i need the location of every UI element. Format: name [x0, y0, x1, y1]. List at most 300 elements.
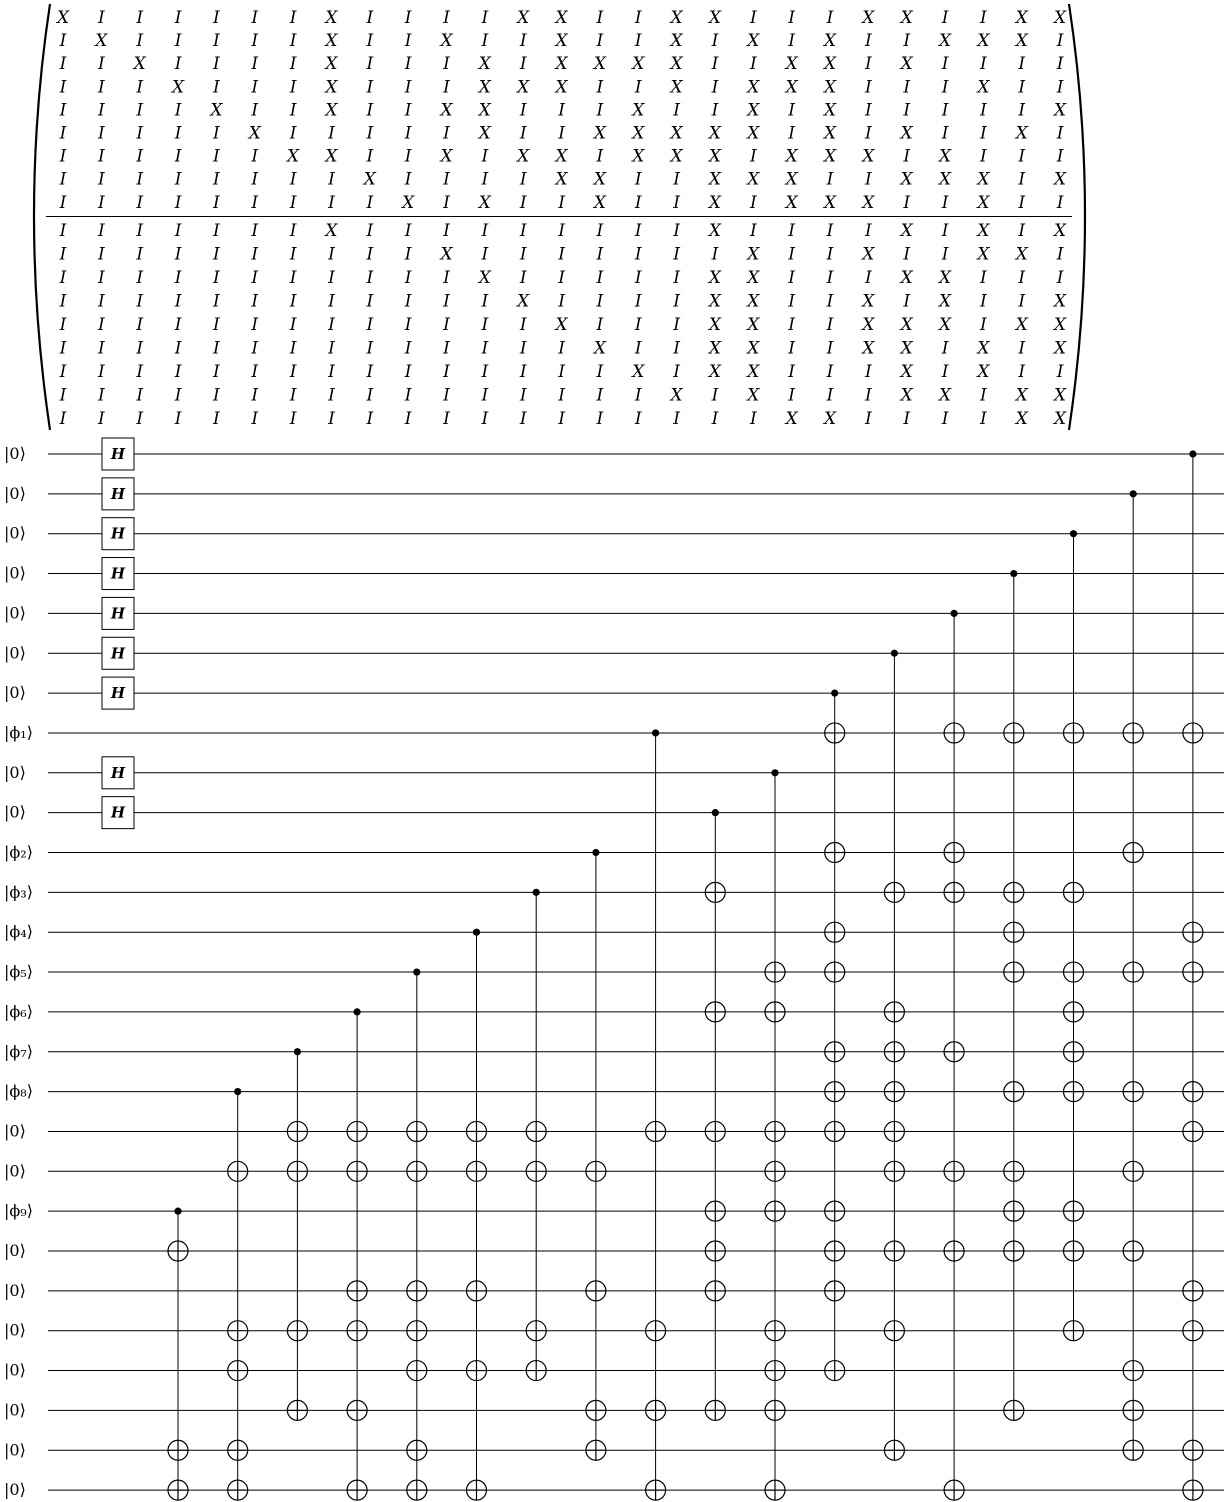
matrix-cell: I	[903, 409, 911, 429]
matrix-cell: X	[1015, 409, 1028, 429]
matrix-cell: I	[519, 192, 527, 213]
hadamard-gate	[102, 637, 134, 669]
target-oplus	[347, 1161, 367, 1181]
matrix-cell: I	[634, 169, 642, 190]
target-oplus	[228, 1440, 248, 1460]
matrix-cell: I	[136, 315, 144, 335]
matrix-cell: I	[481, 315, 489, 335]
matrix-cell: I	[59, 146, 67, 167]
matrix-cell: I	[1018, 268, 1026, 288]
matrix-cell: I	[941, 54, 949, 75]
matrix-cell: X	[248, 123, 261, 144]
matrix-cell: I	[903, 146, 911, 167]
matrix-cell: I	[251, 8, 259, 28]
hadamard-gate	[102, 677, 134, 709]
target-oplus	[765, 962, 785, 982]
qubit-label: |0⟩	[4, 762, 26, 782]
matrix-cell: I	[443, 77, 450, 98]
gate-label: H	[110, 445, 126, 463]
matrix-cell: I	[213, 315, 220, 335]
matrix-cell: X	[440, 100, 453, 121]
matrix-cell: I	[213, 221, 220, 241]
hadamard-gate	[102, 438, 134, 470]
matrix-cell: I	[404, 100, 412, 121]
matrix-cell: X	[900, 268, 913, 288]
qubit-label: |0⟩	[4, 1121, 26, 1141]
target-oplus	[825, 962, 845, 982]
control-dot	[771, 769, 778, 776]
matrix-cell: I	[251, 146, 259, 167]
target-oplus	[407, 1440, 427, 1460]
matrix-cell: X	[363, 169, 376, 190]
matrix-cell: I	[289, 362, 297, 382]
target-oplus	[1004, 922, 1024, 942]
matrix-cell: I	[443, 385, 450, 406]
matrix-cell: I	[59, 123, 67, 144]
matrix-cell: I	[366, 315, 374, 335]
matrix-cell: I	[980, 123, 987, 144]
matrix-cell: I	[213, 54, 220, 75]
matrix-cell: I	[673, 244, 680, 265]
matrix-cell: I	[174, 31, 182, 52]
matrix-cell: I	[404, 77, 412, 98]
cnot-column	[1064, 530, 1084, 1341]
matrix-cell: X	[478, 77, 491, 98]
qubit-label: |0⟩	[4, 1480, 26, 1500]
target-oplus	[944, 882, 964, 902]
matrix-cell: I	[519, 385, 527, 406]
target-oplus	[228, 1480, 248, 1500]
matrix-cell: I	[788, 268, 796, 288]
matrix-cell: I	[864, 77, 872, 98]
matrix-cell: X	[1015, 244, 1028, 265]
hadamard-gate	[102, 797, 134, 829]
matrix-cell: X	[670, 146, 683, 167]
target-oplus	[1064, 723, 1084, 743]
target-oplus	[1064, 1042, 1084, 1062]
target-oplus	[168, 1480, 188, 1500]
matrix-cell: I	[136, 8, 144, 28]
matrix-cell: X	[325, 8, 338, 28]
matrix-cell: X	[210, 100, 223, 121]
matrix-cell: I	[328, 169, 335, 190]
hadamard-gate	[102, 518, 134, 550]
matrix-cell: X	[593, 123, 606, 144]
matrix-cell: I	[328, 409, 335, 429]
matrix-cell: I	[903, 31, 911, 52]
matrix-cell: I	[519, 31, 527, 52]
matrix-cell: X	[632, 146, 645, 167]
matrix-cell: I	[136, 338, 144, 359]
matrix-cell: I	[596, 315, 604, 335]
matrix-cell: I	[864, 123, 872, 144]
matrix-cell: I	[864, 221, 872, 241]
matrix-cell: I	[443, 8, 450, 28]
matrix-cell: I	[213, 123, 220, 144]
control-dot	[473, 929, 480, 936]
control-dot	[712, 809, 719, 816]
target-oplus	[526, 1361, 546, 1381]
cnot-column	[884, 650, 904, 1461]
matrix-cell: I	[1018, 169, 1026, 190]
qubit-label: |ϕ₆⟩	[4, 1001, 33, 1021]
matrix-cell: X	[478, 54, 491, 75]
matrix-cell: I	[788, 338, 796, 359]
matrix-cell: X	[325, 77, 338, 98]
matrix-cell: I	[788, 31, 796, 52]
target-oplus	[1064, 962, 1084, 982]
matrix-cell: X	[747, 123, 760, 144]
matrix-cell: I	[788, 8, 796, 28]
matrix-cell: I	[59, 100, 67, 121]
matrix-cell: X	[747, 362, 760, 382]
target-oplus	[1004, 723, 1024, 743]
target-oplus	[705, 882, 725, 902]
matrix-cell: I	[673, 291, 680, 312]
matrix-cell: I	[980, 409, 987, 429]
matrix-cell: I	[136, 31, 144, 52]
matrix-cell: I	[673, 315, 680, 335]
matrix-cell: I	[289, 123, 297, 144]
matrix-cell: X	[593, 54, 606, 75]
qubit-label: |0⟩	[4, 802, 26, 822]
matrix-cell: I	[366, 77, 374, 98]
matrix-cell: X	[1054, 409, 1067, 429]
matrix-cell: I	[941, 362, 949, 382]
matrix-cell: I	[174, 268, 182, 288]
matrix-cell: I	[174, 362, 182, 382]
matrix-cell: I	[826, 244, 834, 265]
cnot-column	[646, 729, 666, 1500]
target-oplus	[1123, 1400, 1143, 1420]
matrix-cell: I	[404, 123, 412, 144]
matrix-cell: I	[941, 221, 949, 241]
matrix-cell: I	[289, 221, 297, 241]
matrix-cell: I	[174, 338, 182, 359]
qubit-label: |0⟩	[4, 1400, 26, 1420]
matrix-cell: I	[174, 123, 182, 144]
matrix-cell: X	[708, 315, 722, 335]
matrix-cell: I	[711, 409, 719, 429]
matrix-cell: X	[977, 77, 990, 98]
target-oplus	[646, 1321, 666, 1341]
qubit-label: |0⟩	[4, 483, 26, 503]
matrix-cell: I	[826, 8, 834, 28]
matrix-cell: X	[517, 146, 530, 167]
matrix-cell: I	[97, 100, 105, 121]
matrix-cell: I	[59, 268, 67, 288]
matrix-cell: X	[1054, 8, 1067, 28]
control-dot	[1010, 570, 1017, 577]
matrix-cell: I	[596, 385, 604, 406]
target-oplus	[765, 1002, 785, 1022]
matrix-cell: I	[481, 31, 489, 52]
matrix-cell: I	[251, 31, 259, 52]
matrix-cell: X	[325, 31, 338, 52]
target-oplus	[407, 1281, 427, 1301]
matrix-cell: I	[519, 362, 527, 382]
matrix-cell: I	[519, 54, 527, 75]
matrix-cell: X	[632, 100, 645, 121]
target-oplus	[646, 1480, 666, 1500]
matrix-cell: I	[673, 100, 680, 121]
matrix-cell: I	[328, 385, 335, 406]
matrix-cell: X	[747, 315, 760, 335]
cnot-column	[467, 929, 487, 1500]
matrix-cell: X	[287, 146, 300, 167]
matrix-cell: I	[519, 123, 527, 144]
target-oplus	[1064, 882, 1084, 902]
matrix-cell: X	[823, 100, 837, 121]
matrix-cell: I	[366, 8, 374, 28]
matrix-cell: I	[174, 8, 182, 28]
target-oplus	[1004, 962, 1024, 982]
matrix-cell: I	[213, 31, 220, 52]
matrix-cell: I	[980, 54, 987, 75]
matrix-cell: I	[213, 409, 220, 429]
matrix-cell: I	[404, 8, 412, 28]
matrix-cell: X	[862, 338, 875, 359]
matrix-cell: I	[596, 409, 604, 429]
matrix-cell: I	[97, 192, 105, 213]
matrix-cell: X	[708, 268, 722, 288]
target-oplus	[467, 1121, 487, 1141]
matrix-cell: I	[59, 54, 67, 75]
matrix-cell: X	[862, 315, 875, 335]
matrix-cell: I	[558, 268, 565, 288]
control-dot	[951, 610, 958, 617]
matrix-cell: X	[938, 146, 952, 167]
cnot-column	[168, 1208, 188, 1501]
matrix-cell: I	[174, 221, 182, 241]
control-dot	[891, 650, 898, 657]
target-oplus	[765, 1161, 785, 1181]
target-oplus	[287, 1121, 307, 1141]
matrix-cell: X	[1015, 385, 1028, 406]
matrix-cell: I	[596, 362, 604, 382]
matrix-cell: I	[174, 54, 182, 75]
matrix-cell: I	[596, 268, 604, 288]
matrix-cell: I	[59, 221, 67, 241]
hadamard-gate	[102, 558, 134, 590]
target-oplus	[586, 1440, 606, 1460]
matrix-cell: I	[251, 338, 259, 359]
matrix-cell: X	[900, 8, 913, 28]
target-oplus	[467, 1281, 487, 1301]
matrix-cell: I	[289, 54, 297, 75]
matrix-cell: I	[59, 338, 67, 359]
matrix-cell: I	[443, 123, 450, 144]
matrix-cell: I	[788, 221, 796, 241]
matrix-cell: I	[328, 268, 335, 288]
target-oplus	[884, 1002, 904, 1022]
matrix-cell: X	[555, 146, 568, 167]
matrix-cell: I	[519, 221, 527, 241]
matrix-cell: I	[864, 31, 872, 52]
matrix-cell: I	[443, 362, 450, 382]
matrix-cell: I	[749, 146, 757, 167]
matrix-cell: I	[864, 362, 872, 382]
matrix-cell: I	[366, 221, 374, 241]
cnot-column	[287, 1048, 307, 1420]
matrix-cell: I	[97, 8, 105, 28]
matrix-cell: X	[593, 169, 606, 190]
matrix-cell: X	[1015, 31, 1028, 52]
matrix-cell: I	[174, 409, 182, 429]
matrix-cell: I	[136, 244, 144, 265]
matrix-cell: I	[366, 385, 374, 406]
matrix-cell: I	[136, 123, 144, 144]
matrix-cell: I	[213, 192, 220, 213]
target-oplus	[168, 1440, 188, 1460]
matrix-cell: I	[213, 8, 220, 28]
target-oplus	[1183, 1480, 1203, 1500]
matrix-cell: I	[711, 54, 719, 75]
matrix-cell: I	[136, 409, 144, 429]
matrix-cell: X	[977, 192, 990, 213]
matrix-cell: I	[1056, 77, 1064, 98]
target-oplus	[944, 723, 964, 743]
matrix-cell: I	[404, 409, 412, 429]
target-oplus	[1004, 882, 1024, 902]
control-dot	[234, 1088, 241, 1095]
matrix-cell: I	[251, 54, 259, 75]
qubit-label: |0⟩	[4, 603, 26, 623]
matrix-cell: I	[213, 362, 220, 382]
matrix-cell: X	[900, 54, 913, 75]
matrix-cell: I	[634, 338, 642, 359]
matrix-cell: X	[325, 146, 338, 167]
target-oplus	[825, 1281, 845, 1301]
matrix-cell: X	[862, 291, 875, 312]
matrix-cell: I	[1056, 54, 1064, 75]
matrix-cell: I	[864, 385, 872, 406]
target-oplus	[884, 1440, 904, 1460]
matrix-cell: I	[289, 385, 297, 406]
matrix-cell: I	[1018, 77, 1026, 98]
matrix-cell: X	[670, 385, 683, 406]
matrix-cell: I	[59, 244, 67, 265]
control-dot	[354, 1008, 361, 1015]
matrix-cell: I	[289, 169, 297, 190]
matrix-cell: I	[443, 409, 450, 429]
matrix-cell: X	[1015, 123, 1028, 144]
matrix-cell: I	[980, 315, 987, 335]
matrix-cell: X	[938, 315, 952, 335]
matrix-cell: X	[708, 291, 722, 312]
matrix-cell: X	[670, 77, 683, 98]
matrix-cell: I	[826, 315, 834, 335]
matrix-cell: I	[634, 192, 642, 213]
matrix-cell: X	[402, 192, 415, 213]
matrix-cell: I	[97, 146, 105, 167]
target-oplus	[407, 1480, 427, 1500]
matrix-cell: I	[711, 77, 719, 98]
target-oplus	[1183, 1082, 1203, 1102]
qubit-label: |0⟩	[4, 1440, 26, 1460]
matrix-cell: I	[174, 244, 182, 265]
matrix-cell: I	[864, 268, 872, 288]
matrix-cell: I	[174, 192, 182, 213]
matrix-cell: X	[823, 54, 837, 75]
matrix-cell: I	[136, 268, 144, 288]
target-oplus	[526, 1321, 546, 1341]
qubit-label: |0⟩	[4, 1320, 26, 1340]
target-oplus	[825, 1201, 845, 1221]
qubit-label: |ϕ₁⟩	[4, 722, 33, 742]
matrix-cell: I	[941, 77, 949, 98]
matrix-cell: I	[711, 244, 719, 265]
matrix-cell: I	[97, 77, 105, 98]
gate-label: H	[110, 564, 126, 583]
target-oplus	[1123, 1241, 1143, 1261]
target-oplus	[825, 922, 845, 942]
target-oplus	[1123, 962, 1143, 982]
target-oplus	[1123, 1161, 1143, 1181]
hadamard-gate	[102, 478, 134, 510]
matrix-cell: I	[519, 268, 527, 288]
target-oplus	[347, 1121, 367, 1141]
matrix-cell: I	[404, 31, 412, 52]
matrix-cell: X	[670, 31, 683, 52]
matrix-cell: I	[519, 315, 527, 335]
matrix-cell: X	[555, 169, 568, 190]
matrix-cell: I	[328, 338, 335, 359]
matrix-cell: I	[864, 54, 872, 75]
matrix-cell: I	[366, 146, 374, 167]
control-dot	[1070, 530, 1077, 537]
matrix-cell: I	[903, 192, 911, 213]
matrix-cell: X	[977, 169, 990, 190]
qubit-label: |ϕ₉⟩	[4, 1201, 33, 1221]
matrix-cell: I	[1056, 146, 1064, 167]
matrix-cell: I	[251, 169, 259, 190]
qubit-label: |0⟩	[4, 643, 26, 663]
matrix-cell: X	[670, 54, 683, 75]
target-oplus	[705, 1241, 725, 1261]
target-oplus	[944, 1241, 964, 1261]
matrix-cell: X	[517, 291, 530, 312]
matrix-cell: I	[788, 123, 796, 144]
matrix-cell: I	[174, 291, 182, 312]
matrix-cell: X	[171, 77, 185, 98]
matrix-cell: I	[251, 315, 259, 335]
matrix-cell: X	[670, 8, 683, 28]
matrix-cell: X	[1054, 315, 1067, 335]
matrix-cell: X	[823, 146, 837, 167]
matrix-cell: I	[1056, 123, 1064, 144]
matrix-cell: X	[325, 54, 338, 75]
matrix-cell: I	[97, 291, 105, 312]
target-oplus	[705, 1400, 725, 1420]
matrix-cell: I	[749, 192, 757, 213]
matrix-cell: I	[59, 409, 67, 429]
matrix-cell: X	[977, 31, 990, 52]
matrix-cell: I	[558, 409, 565, 429]
matrix-cell: I	[59, 385, 67, 406]
matrix-cell: X	[747, 100, 760, 121]
matrix-cell: I	[558, 362, 565, 382]
matrix-cell: I	[213, 77, 220, 98]
matrix-cell: I	[673, 362, 680, 382]
matrix-cell: I	[404, 291, 412, 312]
matrix-cell: I	[366, 54, 374, 75]
matrix-cell: I	[596, 8, 604, 28]
matrix-cell: X	[823, 409, 837, 429]
matrix-cell: I	[941, 244, 949, 265]
matrix-cell: X	[708, 192, 722, 213]
control-dot	[294, 1048, 301, 1055]
